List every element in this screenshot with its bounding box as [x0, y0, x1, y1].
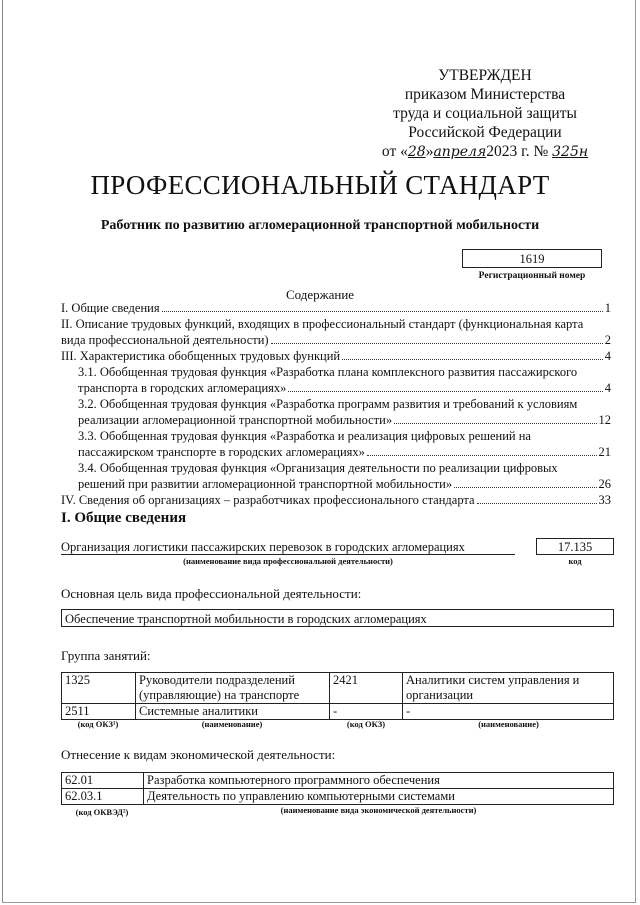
- toc-item-text: III. Характеристика обобщенных трудовых функций: [61, 349, 341, 363]
- toc-item-page: 4: [604, 349, 611, 363]
- toc-title: Содержание: [285, 287, 355, 302]
- occupation-group-table: [61, 672, 614, 720]
- okz-code-cell: -: [330, 704, 403, 720]
- okved-code-cell: 62.03.1: [62, 789, 144, 805]
- toc-item[interactable]: [61, 364, 611, 396]
- table-row: [62, 789, 614, 805]
- okz-code-cell: 1325: [62, 673, 136, 704]
- registration-number-label: Регистрационный номер: [478, 271, 586, 281]
- registration-number-box: 1619: [462, 249, 602, 268]
- approval-date-line: [360, 142, 610, 162]
- okz-name-caption: (наименование): [478, 719, 539, 729]
- toc-item[interactable]: [61, 460, 611, 492]
- toc-item-page: 26: [598, 477, 611, 491]
- okved-name-caption: (наименование вида экономической деятельности): [280, 805, 477, 815]
- toc-item-text: IV. Сведения об организациях – разработчиках профессионального стандарта: [61, 493, 475, 507]
- toc-item-text-cont: транспорта в городских агломерациях»: [78, 381, 287, 395]
- section-heading: I. Общие сведения: [61, 510, 187, 526]
- okz-name-cell: Аналитики систем управления и организации: [403, 673, 614, 704]
- toc-item[interactable]: [61, 396, 611, 428]
- approval-line-4: Российской Федерации: [408, 124, 562, 141]
- approval-line-1: УТВЕРЖДЕН: [438, 67, 532, 84]
- okz-name-cell: -: [403, 704, 614, 720]
- goal-box: Обеспечение транспортной мобильности в городских агломерациях: [61, 609, 614, 627]
- document-subtitle: Работник по развитию агломерационной транспортной мобильности: [100, 218, 540, 233]
- table-row: [62, 673, 614, 704]
- table-of-contents: [61, 300, 611, 508]
- table-row: [62, 773, 614, 789]
- toc-item-text-cont: пассажирском транспорте в городских агломерациях»: [78, 445, 365, 459]
- toc-item-page: 4: [604, 381, 611, 395]
- toc-item-text-cont: реализации агломерационной транспортной мобильности»: [78, 413, 393, 427]
- toc-item-text: 3.3. Обобщенная трудовая функция «Разработка и реализация цифровых решений на: [78, 429, 531, 443]
- handwritten-month: апреля: [433, 144, 487, 160]
- toc-item[interactable]: [61, 348, 611, 364]
- toc-item-page: 2: [604, 333, 611, 347]
- toc-item[interactable]: [61, 428, 611, 460]
- toc-item-text-cont: решений при развитии агломерационной транспортной мобильности»: [78, 477, 453, 491]
- toc-item-text: I. Общие сведения: [61, 301, 160, 315]
- toc-item[interactable]: [61, 300, 611, 316]
- okz-code-caption: (код ОКЗ¹): [77, 719, 119, 729]
- toc-item-page: 21: [598, 445, 611, 459]
- table-row: [62, 704, 614, 720]
- occupation-group-label: Группа занятий:: [61, 648, 151, 663]
- toc-item-text-cont: вида профессиональной деятельности): [61, 333, 269, 347]
- okz-name-caption: (наименование): [201, 719, 263, 729]
- approval-line-2: приказом Министерства: [404, 86, 566, 103]
- document-title: ПРОФЕССИОНАЛЬНЫЙ СТАНДАРТ: [90, 170, 550, 200]
- okz-code-cell: 2511: [62, 704, 136, 720]
- toc-item-text: 3.1. Обобщенная трудовая функция «Разработка плана комплексного развития пассажирского: [78, 365, 578, 379]
- toc-item[interactable]: [61, 492, 611, 508]
- okved-table: [61, 772, 614, 805]
- okz-code-caption: (код ОКЗ): [346, 719, 386, 729]
- code-caption: код: [568, 556, 582, 566]
- approval-block: [360, 66, 610, 162]
- handwritten-number: 325н: [552, 144, 589, 160]
- toc-item-page: 1: [604, 301, 611, 315]
- handwritten-day: 28: [407, 144, 426, 160]
- goal-label: Основная цель вида профессиональной деятельности:: [61, 586, 362, 601]
- activity-caption: (наименование вида профессиональной деятельности): [183, 556, 393, 566]
- date-mid: »: [425, 143, 434, 160]
- okved-code-caption: (код ОКВЭД²): [75, 807, 129, 817]
- okved-code-cell: 62.01: [62, 773, 144, 789]
- toc-item-page: 12: [598, 413, 611, 427]
- toc-item[interactable]: [61, 316, 611, 348]
- toc-item-page: 33: [598, 493, 611, 507]
- date-prefix: от «: [381, 143, 408, 160]
- okz-code-cell: 2421: [330, 673, 403, 704]
- okz-name-cell: Руководители подразделений (управляющие) на транспорте: [136, 673, 330, 704]
- okved-name-cell: Деятельность по управлению компьютерными системами: [144, 789, 614, 805]
- date-year: 2023 г. №: [486, 143, 549, 160]
- toc-item-text: II. Описание трудовых функций, входящих в профессиональный стандарт (функциональная карта: [61, 317, 584, 331]
- okved-name-cell: Разработка компьютерного программного обеспечения: [144, 773, 614, 789]
- toc-item-text: 3.4. Обобщенная трудовая функция «Организация деятельности по реализации цифровых: [78, 461, 558, 475]
- activity-code-box: 17.135: [536, 538, 614, 555]
- okved-label: Отнесение к видам экономической деятельности:: [61, 747, 336, 762]
- approval-line-3: труда и социальной защиты: [393, 105, 577, 122]
- activity-name: Организация логистики пассажирских перевозок в городских агломерациях: [61, 540, 515, 555]
- toc-item-text: 3.2. Обобщенная трудовая функция «Разработка программ развития и требований к условиям: [78, 397, 578, 411]
- okz-name-cell: Системные аналитики: [136, 704, 330, 720]
